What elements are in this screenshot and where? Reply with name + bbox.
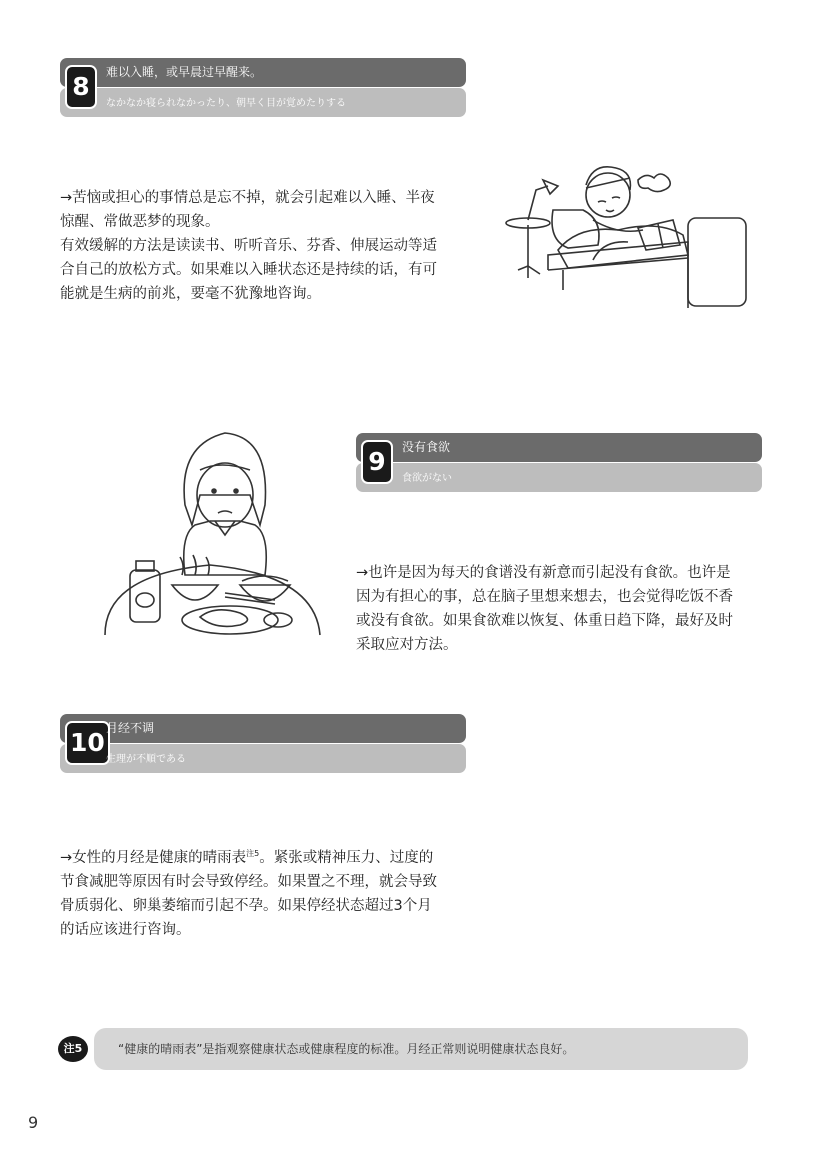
body-line: →也许是因为每天的食谱没有新意而引起没有食欲。也许是 <box>356 565 731 581</box>
note-reference[interactable]: 注5 <box>246 849 260 858</box>
no-appetite-illustration <box>100 425 325 644</box>
body-line: 节食减肥等原因有时会导致停经。如果置之不理，就会导致 <box>60 873 437 890</box>
section-9 <box>356 433 766 657</box>
section-subtitle: なかなか寝られなかったり、朝早く目が覚めたりする <box>106 98 346 109</box>
body-line: →苦恼或担心的事情总是忘不掉，就会引起难以入睡、半夜 <box>60 190 435 206</box>
section-number: 10 <box>65 721 110 765</box>
body-line: →女性的月经是健康的晴雨表$^{注5}$。紧张或精神压力、过度的 <box>60 849 434 866</box>
footnote-text: “健康的晴雨表”是指观察健康状态或健康程度的标准。月经正常则说明健康状态良好。 <box>118 1042 575 1056</box>
section-title: 月经不调 <box>106 721 155 735</box>
section-title: 没有食欲 <box>402 440 451 454</box>
section-10 <box>60 714 470 942</box>
body-line: 合自己的放松方式。如果难以入睡状态还是持续的话，有可 <box>60 262 437 278</box>
section-9-header <box>356 433 762 493</box>
section-number: 8 <box>65 65 97 109</box>
body-line: 惊醒、常做恶梦的现象。 <box>60 214 220 230</box>
section-8 <box>60 58 470 306</box>
body-line: 因为有担心的事，总在脑子里想来想去，也会觉得吃饭不香 <box>356 589 733 605</box>
body-line: 采取应对方法。 <box>356 637 458 653</box>
body-line: 或没有食欲。如果食欲难以恢复、体重日趋下降，最好及时 <box>356 613 733 629</box>
section-10-body <box>60 842 470 942</box>
body-line: 有效缓解的方法是读读书、听听音乐、芬香、伸展运动等适 <box>60 238 437 254</box>
sleeping-person-illustration <box>488 150 753 319</box>
section-10-header <box>60 714 466 774</box>
footnote-badge: 注5 <box>58 1036 88 1062</box>
section-number: 9 <box>361 440 393 484</box>
section-subtitle: 食欲がない <box>402 473 452 484</box>
section-8-header <box>60 58 466 118</box>
body-line: 骨质弱化、卵巢萎缩而引起不孕。如果停经状态超过3个月 <box>60 897 432 914</box>
section-9-body <box>356 561 766 657</box>
section-title: 难以入睡，或早晨过早醒来。 <box>106 65 263 79</box>
section-8-body <box>60 186 470 306</box>
page-number: 9 <box>28 1113 39 1132</box>
body-line: 的话应该进行咨询。 <box>60 921 191 938</box>
footnote <box>58 1028 748 1070</box>
body-line: 能就是生病的前兆，要毫不犹豫地咨询。 <box>60 286 321 302</box>
section-subtitle: 生理が不順である <box>106 754 186 765</box>
